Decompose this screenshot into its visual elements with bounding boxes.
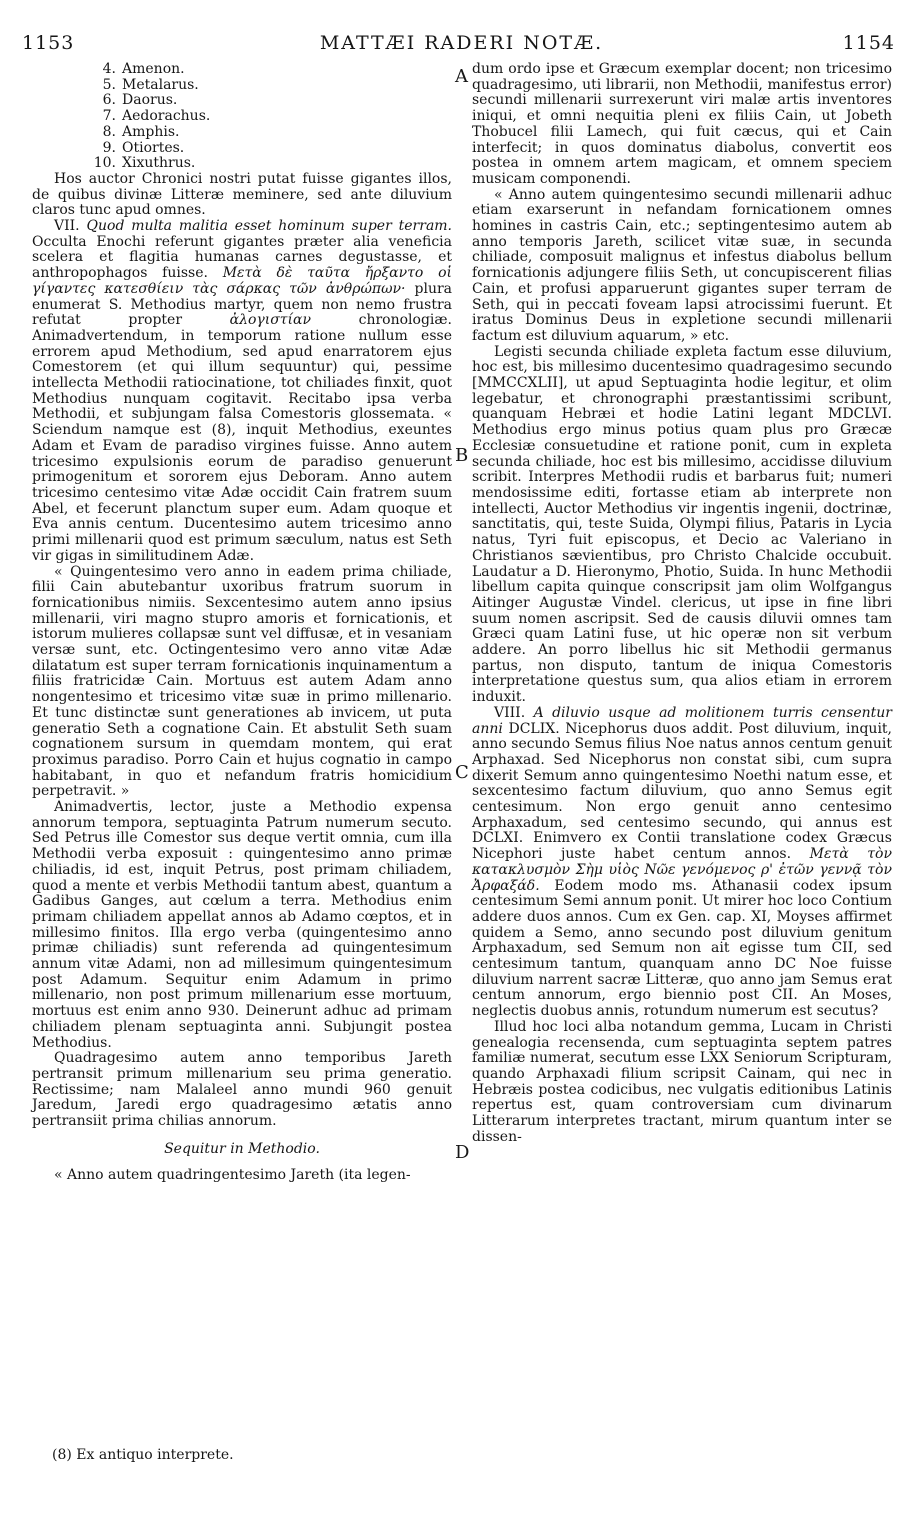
section-heading: Sequitur in Methodio. — [164, 1140, 320, 1157]
list-item: 4. Amenon. — [102, 61, 185, 77]
running-header — [0, 32, 923, 60]
page-number-right: 1154 — [842, 32, 895, 54]
list-item: 10. Xixuthrus. — [93, 155, 196, 172]
paragraph: Quadragesimo autem anno temporibus Jareth pertransit primum millenarium seu prima generatio. Rectissime; nam Malaleel anno mundi 960 genuit Jaredum, Jaredi ergo quadragesimo ætatis anno pertransiit prima chilias annorum. — [32, 1050, 452, 1130]
greek-quote: Μετὰ δὲ ταῦτα ἤρξαντο οἱ γίγαντες κατεσθίειν τὰς σάρκας τῶν ἀνθρώπων· — [32, 265, 452, 297]
giants-list — [32, 62, 452, 172]
page-number-left: 1153 — [22, 32, 75, 54]
paragraph: Hos auctor Chronici nostri putat fuisse gigantes illos, de quibus divinæ Litteræ meminere, sed ante diluvium claros tunc apud omnes. — [32, 170, 452, 219]
paragraph: Animadvertis, lector, juste a Methodio expensa annorum tempora, septuaginta Patrum numerum secuto. Sed Petrus ille Comestor sus deque vertit omnia, cum illa Methodii verba exposuit : quingentesimo anno primæ chiliadis, id est, inquit Petrus, post primam chiliadem, quod a mente et verbis Methodii tantum abest, quantum a Gadibus Ganges, aut cœlum a terra. Methodius enim primam chiliadem appellat annos ab Adamo cœptos, et in millesimo finitos. Illa ergo verba (quingentesimo anno primæ chiliadis) sunt referenda ad quingentesimum annum vitæ Adami, non ad millesimum quingentesimum post Adamum. Sequitur enim Adamum in primo millenario, non post primum millenarium esse mortuum, mortuus est enim anno 930. Deinerunt adhuc ad primam chiliadem plenam septuaginta anni. Subjungit postea Methodius. — [32, 799, 452, 1051]
paragraph: Illud hoc loci alba notandum gemma, Lucam in Christi genealogia recensenda, cum septuaginta septem patres familiæ numerat, secutum esse LXX Seniorum Scripturam, quando Arphaxadi filium scripsit Cainam, qui nec in Hebræis postea codicibus, nec vulgatis editionibus Latinis repertus est, quam controversiam cum divinarum Litterarum interpretes tractant, mirum quantum inter se dissen- — [472, 1018, 892, 1145]
greek-word: ἀλογιστίαν — [229, 312, 312, 329]
footnote: (8) Ex antiquo interprete. — [52, 1447, 234, 1463]
note-number: VII. — [54, 218, 80, 235]
list-item: 6. Daorus. — [102, 92, 178, 109]
list-item: 5. Metalarus. — [102, 76, 199, 93]
greek-quote: Μετὰ τὸν κατακλυσμὸν Σὴμ υἱὸς Νῶε γενόμενος ρ' ἐτῶν γεννᾷ τὸν Ἀρφαξάδ. — [472, 846, 892, 894]
note-number: VIII. — [494, 704, 526, 721]
margin-mark-a: A — [455, 66, 468, 87]
lemma-number: DCLIX. — [508, 720, 560, 737]
note-viii: VIII. A diluvio usque ad molitionem turris censentur anni DCLIX. Nicephorus duos addit. Post diluvium, inquit, anno secundo Semus filius Noe natus annos centum genuit Arphaxad. Sed Nicephorus non constat sibi, cum supra dixerit Semum anno quingentesimo Noethi natum esse, et sexcentesimo factum diluvium, quo anno Semus egit centesimum. Non ergo genuit anno centesimo Arphaxadum, sed centesimo secundo, qui annus est DCLXI. Enimvero ex Contii translatione codex Græcus Nicephori juste habet centum annos. Μετὰ τὸν κατακλυσμὸν Σὴμ υἱὸς Νῶε γενόμενος ρ' ἐτῶν γεννᾷ τὸν Ἀρφαξάδ. Eodem modo ms. Athanasii codex ipsum centesimum Semi annum ponit. Ut mirer hoc loco Contium addere duos annos. Cum ex Gen. cap. XI, Moyses affirmet quidem a Semo, anno secundo post diluvium genitum Arphaxadum, sed Semum non ait egisse tum CII, sed centesimum tantum, quanquam anno DC Noe fuisse diluvium narrent sacræ Litteræ, quo anno jam Semus erat centum annorum, ergo biennio post CII. An Moses, neglectis duobus annis, rotundum numerum est secutus? — [472, 704, 893, 1020]
left-column — [32, 62, 452, 1183]
note-vii: VII. Quod multa malitia esset hominum super terram. Occulta Enochi referunt gigantes præter alia veneficia scelera et flagitia humanas carnes degustasse, et anthropophagos fuisse. Μετὰ δὲ ταῦτα ἤρξαντο οἱ γίγαντες κατεσθίειν τὰς σάρκας τῶν ἀνθρώπων· plura enumerat S. Methodius martyr, quem non nemo frustra refutat propter ἀλογιστίαν chronologiæ. Animadvertendum, in temporum ratione nullum esse errorem apud Methodium, sed apud enarratorem ejus Comestorem (et qui illum sequuntur) qui, pessime intellecta Methodii ratiocinatione, tot chiliades finxit, quot Methodius nunquam cogitavit. Recitabo ipsa verba Methodii, et subjungam falsa Comestoris glossemata. « Sciendum namque est (8), inquit Methodius, exeuntes Adam et Evam de paradiso virgines fuisse. Anno autem tricesimo expulsionis eorum de paradiso genuerunt primogenitum et sororem ejus Deboram. Anno autem tricesimo centesimo vitæ Adæ occidit Cain fratrem suum Abel, et fecerunt planctum super eum. Adam quoque et Eva annis centum. Ducentesimo autem tricesimo anno primi millenarii quod est primum sæculum, natus est Seth vir gigas in similitudinem Adæ. — [32, 218, 453, 564]
running-title: MATTÆI RADERI NOTÆ. — [319, 32, 604, 54]
lemma: Quod multa malitia esset hominum super terram. — [86, 218, 453, 235]
margin-mark-d: D — [455, 1142, 470, 1163]
paragraph: « Anno autem quingentesimo secundi millenarii adhuc etiam exarserunt in nefandam fornicationem omnes homines in castris Cain, etc.; septingentesimo autem ab anno temporis Jareth, scilicet vitæ suæ, in secunda chiliade, composuit malignus et infestus diabolus bellum fornicationis adjungere filiis Seth, ut concupiscerent filias Cain, et profusi apparuerunt gigantes super terram de Seth, qui in peccati foveam lapsi atrocissimi fuerunt. Et iratus Dominus Deus in expletione secundi millenarii factum est diluvium aquarum, » etc. — [472, 186, 892, 344]
margin-mark-c: C — [455, 762, 469, 783]
list-item: 7. Aedorachus. — [102, 108, 211, 125]
right-column — [472, 62, 892, 1146]
lemma: A diluvio usque ad molitionem turris censentur anni — [472, 704, 892, 737]
paragraph: Legisti secunda chiliade expleta factum esse diluvium, hoc est, bis millesimo ducentesimo quadragesimo secundo [MMCCXLII], ut apud Septuaginta hodie legitur, et olim legebatur, et chronographi præstantissimi scribunt, quanquam Hebræi et hodie Latini legant MDCLVI. Methodius ergo minus potius quam plus pro Græcæ Ecclesiæ consuetudine et ratione ponit, cum in expleta secunda chiliade, hoc est bis millesimo, accidisse diluvium scribit. Interpres Methodii rudis et barbarus fuit; numeri mendosissime editi, fortasse etiam ab interprete non intellecti, Auctor Methodius vir ingentis ingenii, doctrinæ, sanctitatis, qui, teste Suida, Olympi filius, Pataris in Lycia natus, Tyri fuit episcopus, et Decio ac Valeriano in Christianos sævientibus, pro Christo Chalcide occubuit. Laudatur a D. Hieronymo, Photio, Suida. In hunc Methodii libellum capita quinque conscripsit jam olim Wolfgangus Aitinger Augustæ Vindel. clericus, ut ipse in fine libri suum nomen ascripsit. Sed de causis diluvii omnes tam Græci quam Latini fuse, ut hic operæ non sit verbum addere. An porro libellus hic sit Methodii germanus partus, non disputo, tantum de iniqua Comestoris interpretatione questus sum, qua alios etiam in errorem induxit. — [472, 343, 892, 706]
margin-mark-b: B — [455, 445, 469, 466]
paragraph: « Quingentesimo vero anno in eadem prima chiliade, filii Cain abutebantur uxoribus fratrum suorum in fornicationibus nimiis. Sexcentesimo autem anno ipsius millenarii, viri magno stupro amoris et fornicationis, et istorum mulieres collapsæ sunt vel diffusæ, et in vesaniam versæ sunt, etc. Octingentesimo vero anno vitæ Adæ dilatatum est super terram fornicationis inquinamentum a filiis fratricidæ Cain. Mortuus est autem Adam anno nongentesimo et tricesimo vitæ suæ in primo millenario. Et tunc distinctæ sunt generationes ab invicem, ut puta generatio Seth a cognatione Cain. Et abstulit Seth suam cognationem sursum in quemdam montem, qui erat proximus paradiso. Porro Cain et hujus cognatio in campo habitabant, in quo et nefandum fratris homicidium perpetravit. » — [32, 563, 452, 800]
paragraph: dum ordo ipse et Græcum exemplar docent; non tricesimo quadragesimo, uti librarii, non Methodii, manifestus error) secundi millenarii surrexerunt viri malæ artis inventores iniqui, et omni nequitia pleni ex filiis Cain, ut Jobeth Thobucel filii Lamech, qui fuit cæcus, qui et Cain interfecit; in quos dominatus diabolus, convertit eos postea in omnem artem magicam, et omnem speciem musicam componendi. — [472, 61, 892, 187]
paragraph: « Anno autem quadringentesimo Jareth (ita legen- — [54, 1166, 411, 1183]
list-item: 8. Amphis. — [102, 123, 180, 140]
list-item: 9. Otiortes. — [102, 139, 185, 156]
